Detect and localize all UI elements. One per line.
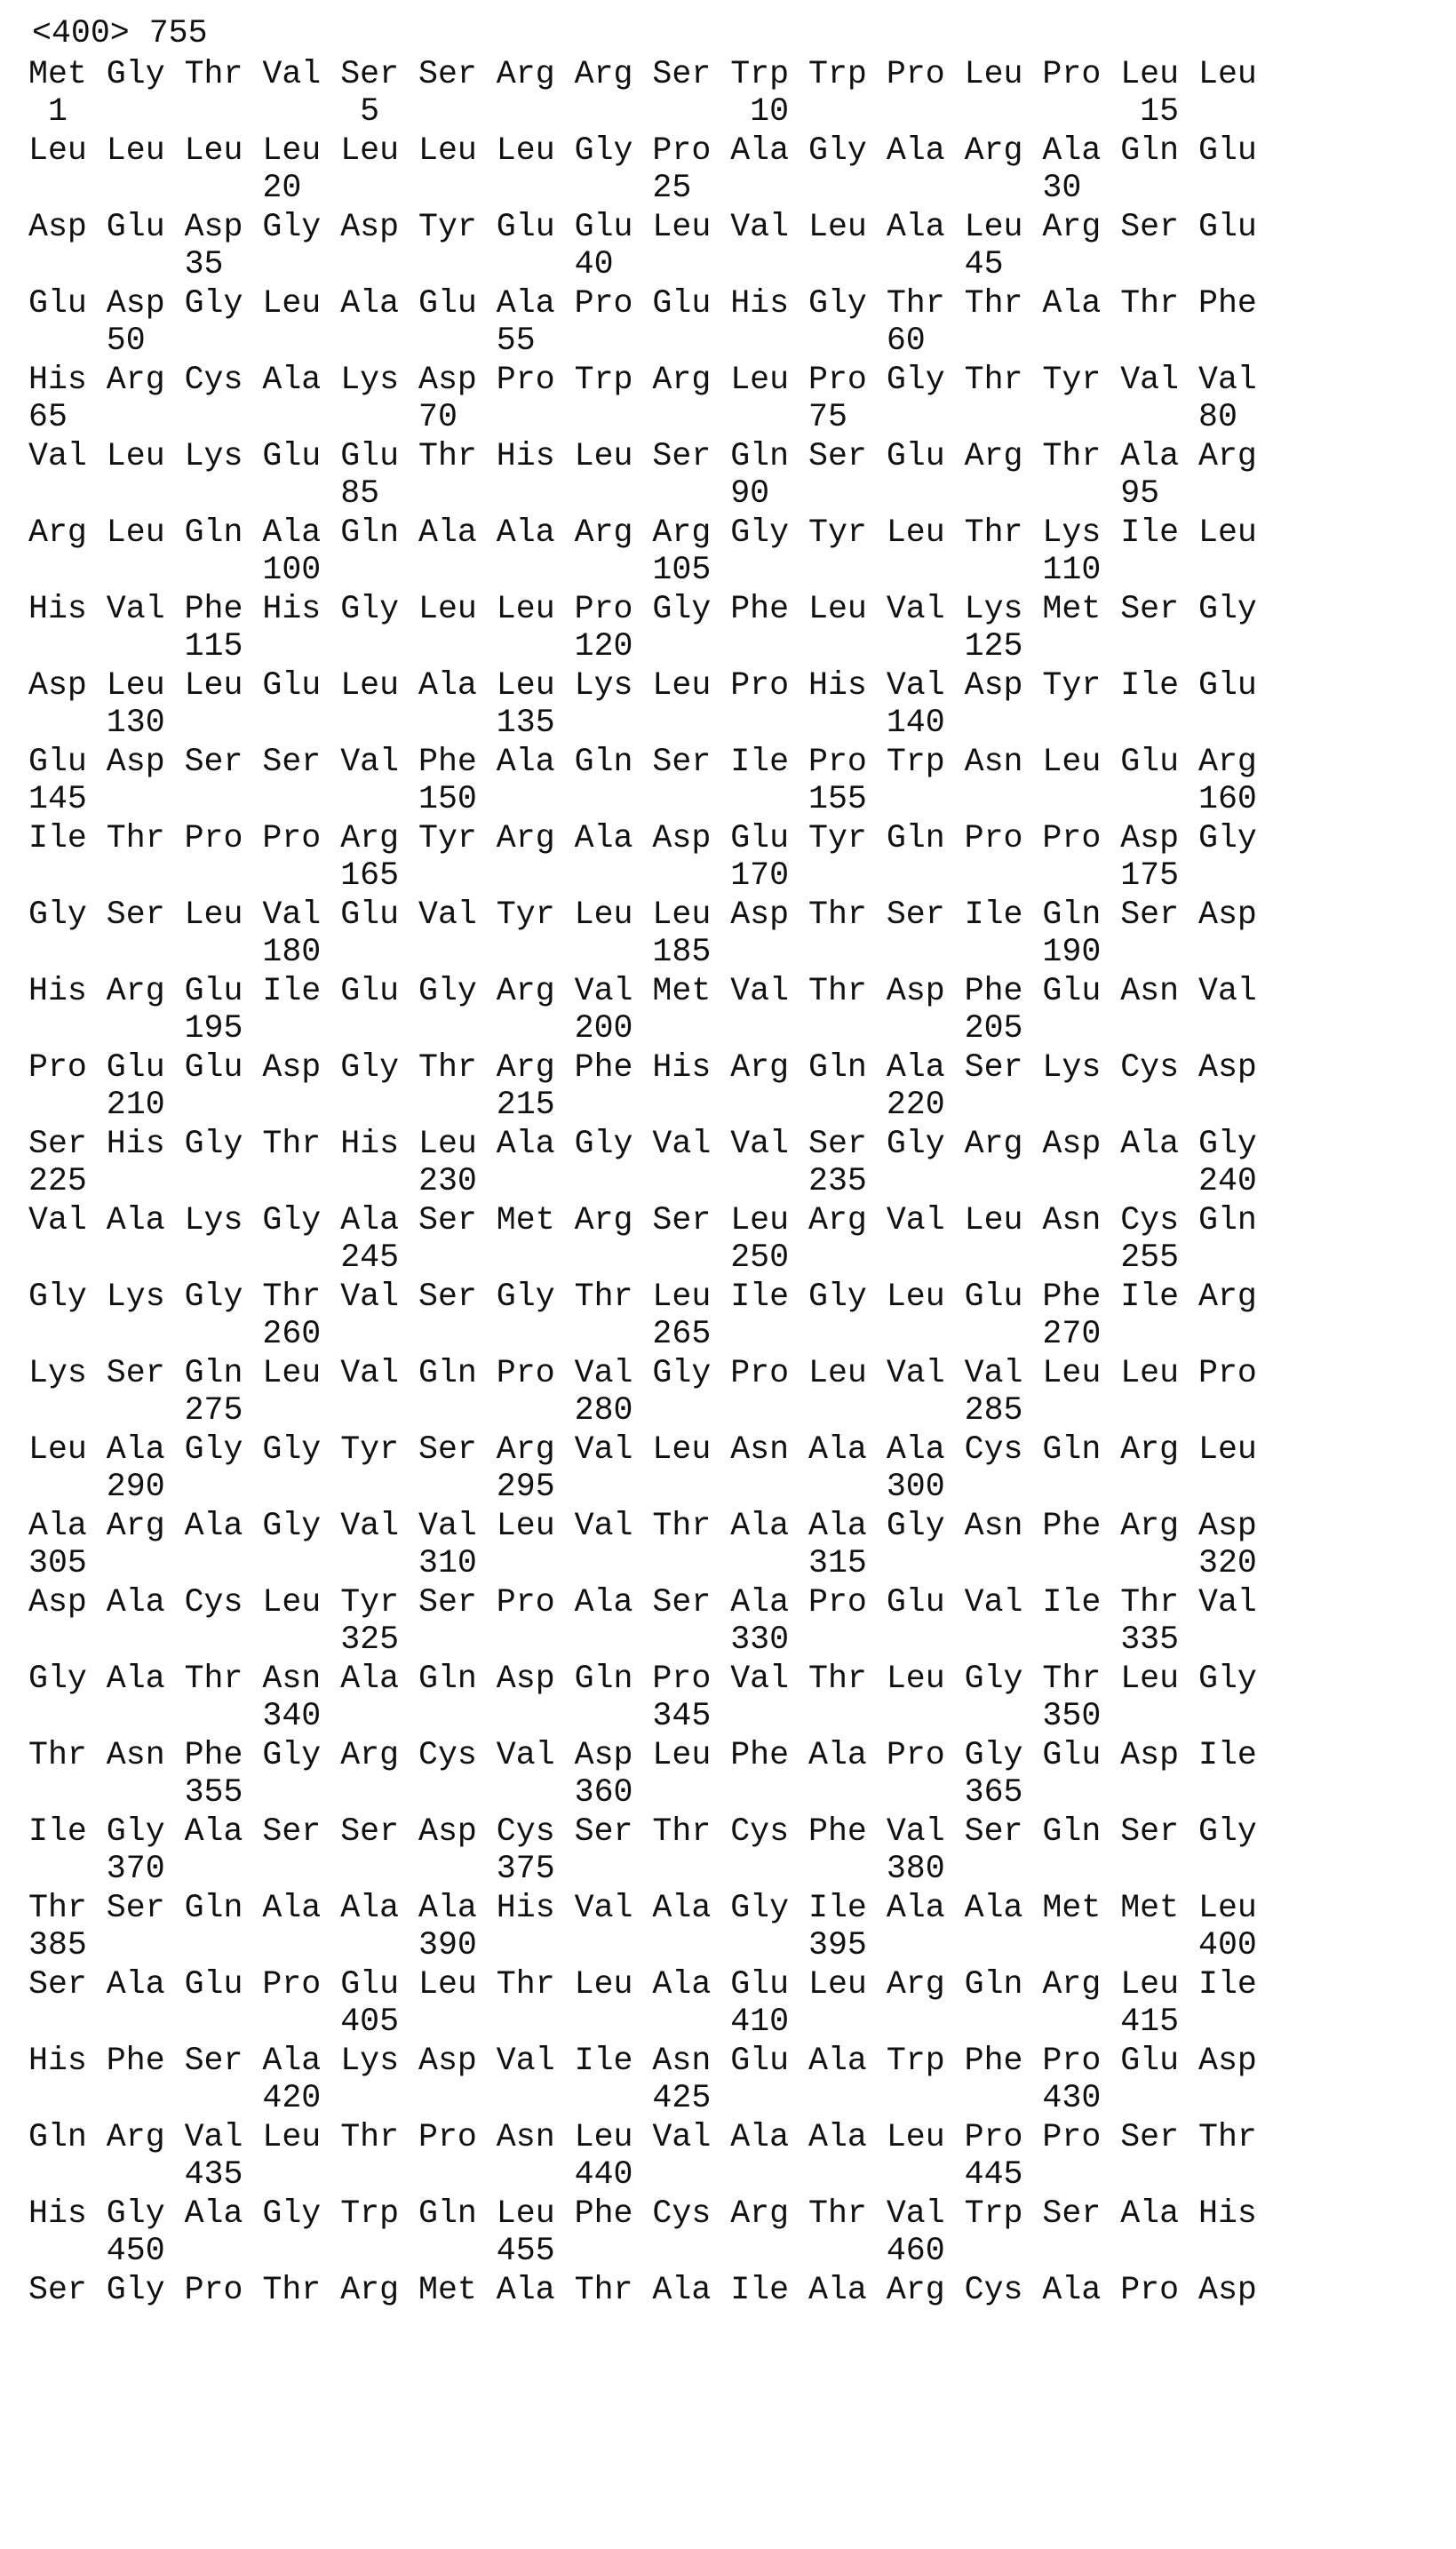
sequence-header: <400> 755: [32, 15, 208, 52]
residue-line: Asp Ala Cys Leu Tyr Ser Pro Ala Ser Ala Pro Glu Val Ile Thr Val: [28, 1584, 1257, 1621]
sequence-block: [28, 970, 1450, 1048]
position-numbers: 355 360 365: [28, 1774, 1023, 1811]
position-numbers: 435 440 445: [28, 2156, 1023, 2193]
sequence-block: [28, 130, 1450, 208]
residue-line: Val Ala Lys Gly Ala Ser Met Arg Ser Leu Arg Val Leu Asn Cys Gln: [28, 1202, 1257, 1239]
sequence-block: [28, 206, 1450, 284]
residue-line: Met Gly Thr Val Ser Ser Arg Arg Ser Trp Trp Pro Leu Pro Leu Leu: [28, 56, 1257, 92]
residue-line: Thr Asn Phe Gly Arg Cys Val Asp Leu Phe Ala Pro Gly Glu Asp Ile: [28, 1737, 1257, 1773]
position-numbers: 340 345 350: [28, 1698, 1102, 1734]
position-numbers: 115 120 125: [28, 628, 1023, 665]
sequence-block: [28, 1047, 1450, 1125]
position-numbers: 130 135 140: [28, 705, 945, 741]
residue-line: Ile Thr Pro Pro Arg Tyr Arg Ala Asp Glu Tyr Gln Pro Pro Asp Gly: [28, 820, 1257, 856]
sequence-block: [28, 1199, 1450, 1278]
residue-line: His Gly Ala Gly Trp Gln Leu Phe Cys Arg Thr Val Trp Ser Ala His: [28, 2195, 1257, 2232]
position-numbers: 210 215 220: [28, 1087, 945, 1123]
position-numbers: 65 70 75 80: [28, 399, 1237, 435]
position-numbers: 1 5 10 15: [28, 93, 1180, 130]
position-numbers: 145 150 155 160: [28, 781, 1257, 817]
residue-line: Lys Ser Gln Leu Val Gln Pro Val Gly Pro Leu Val Val Leu Leu Pro: [28, 1355, 1257, 1391]
position-numbers: 370 375 380: [28, 1851, 945, 1887]
residue-line: Gly Ser Leu Val Glu Val Tyr Leu Leu Asp Thr Ser Ile Gln Ser Asp: [28, 896, 1257, 933]
residue-line: Gly Lys Gly Thr Val Ser Gly Thr Leu Ile Gly Leu Glu Phe Ile Arg: [28, 1278, 1257, 1315]
sequence-block: [28, 1887, 1450, 1965]
position-numbers: 20 25 30: [28, 170, 1082, 206]
residue-line: Ser Gly Pro Thr Arg Met Ala Thr Ala Ile Ala Arg Cys Ala Pro Asp: [28, 2272, 1257, 2308]
residue-line: Glu Asp Ser Ser Val Phe Ala Gln Ser Ile Pro Trp Asn Leu Glu Arg: [28, 744, 1257, 780]
residue-line: Ile Gly Ala Ser Ser Asp Cys Ser Thr Cys Phe Val Ser Gln Ser Gly: [28, 1813, 1257, 1850]
sequence-block: [28, 1276, 1450, 1354]
position-numbers: 245 250 255: [28, 1239, 1180, 1276]
sequence-block: [28, 1658, 1450, 1736]
sequence-block: [28, 1429, 1450, 1507]
sequence-block: [28, 1505, 1450, 1583]
sequence-block: [28, 1581, 1450, 1660]
residue-line: Asp Leu Leu Glu Leu Ala Leu Lys Leu Pro His Val Asp Tyr Ile Glu: [28, 667, 1257, 704]
position-numbers: 420 425 430: [28, 2080, 1102, 2116]
sequence-block: [28, 1964, 1450, 2042]
position-numbers: 100 105 110: [28, 552, 1102, 588]
residue-line: Ser His Gly Thr His Leu Ala Gly Val Val Ser Gly Arg Asp Ala Gly: [28, 1126, 1257, 1162]
sequence-block: [28, 741, 1450, 819]
position-numbers: 50 55 60: [28, 323, 926, 359]
sequence-block: [28, 359, 1450, 437]
residue-line: Gln Arg Val Leu Thr Pro Asn Leu Val Ala Ala Leu Pro Pro Ser Thr: [28, 2119, 1257, 2155]
sequence-block: [28, 2269, 1450, 2312]
position-numbers: 325 330 335: [28, 1621, 1180, 1658]
residue-line: His Arg Cys Ala Lys Asp Pro Trp Arg Leu Pro Gly Thr Tyr Val Val: [28, 362, 1257, 398]
position-numbers: 260 265 270: [28, 1316, 1102, 1352]
sequence-block: [28, 1811, 1450, 1889]
residue-line: Val Leu Lys Glu Glu Thr His Leu Ser Gln Ser Glu Arg Thr Ala Arg: [28, 438, 1257, 474]
sequence-block: [28, 1352, 1450, 1430]
position-numbers: 225 230 235 240: [28, 1163, 1257, 1199]
sequence-block: [28, 435, 1450, 514]
sequence-block: [28, 1734, 1450, 1812]
sequence-block: [28, 665, 1450, 743]
residue-line: Asp Glu Asp Gly Asp Tyr Glu Glu Leu Val Leu Ala Leu Arg Ser Glu: [28, 209, 1257, 245]
residue-line: Arg Leu Gln Ala Gln Ala Ala Arg Arg Gly Tyr Leu Thr Lys Ile Leu: [28, 514, 1257, 551]
residue-line: Glu Asp Gly Leu Ala Glu Ala Pro Glu His Gly Thr Thr Ala Thr Phe: [28, 285, 1257, 322]
sequence-block: [28, 2116, 1450, 2195]
position-numbers: 450 455 460: [28, 2233, 945, 2269]
position-numbers: 405 410 415: [28, 2003, 1180, 2040]
sequence-block: [28, 2193, 1450, 2271]
position-numbers: 195 200 205: [28, 1010, 1023, 1047]
position-numbers: 275 280 285: [28, 1392, 1023, 1429]
sequence-block: [28, 53, 1450, 131]
sequence-block: [28, 283, 1450, 361]
residue-line: His Val Phe His Gly Leu Leu Pro Gly Phe Leu Val Lys Met Ser Gly: [28, 591, 1257, 627]
position-numbers: 180 185 190: [28, 934, 1102, 970]
sequence-block: [28, 894, 1450, 972]
residue-line: Thr Ser Gln Ala Ala Ala His Val Ala Gly Ile Ala Ala Met Met Leu: [28, 1890, 1257, 1926]
position-numbers: 165 170 175: [28, 857, 1180, 894]
sequence-block: [28, 2040, 1450, 2118]
residue-line: Leu Ala Gly Gly Tyr Ser Arg Val Leu Asn Ala Ala Cys Gln Arg Leu: [28, 1431, 1257, 1468]
residue-line: Ser Ala Glu Pro Glu Leu Thr Leu Ala Glu Leu Arg Gln Arg Leu Ile: [28, 1966, 1257, 2003]
position-numbers: 35 40 45: [28, 246, 1004, 283]
residue-line: Ala Arg Ala Gly Val Val Leu Val Thr Ala Ala Gly Asn Phe Arg Asp: [28, 1508, 1257, 1544]
residue-line: Leu Leu Leu Leu Leu Leu Leu Gly Pro Ala Gly Ala Arg Ala Gln Glu: [28, 132, 1257, 169]
residue-line: His Phe Ser Ala Lys Asp Val Ile Asn Glu Ala Trp Phe Pro Glu Asp: [28, 2043, 1257, 2079]
residue-line: Gly Ala Thr Asn Ala Gln Asp Gln Pro Val Thr Leu Gly Thr Leu Gly: [28, 1661, 1257, 1697]
residue-line: Pro Glu Glu Asp Gly Thr Arg Phe His Arg Gln Ala Ser Lys Cys Asp: [28, 1049, 1257, 1086]
position-numbers: 385 390 395 400: [28, 1927, 1257, 1964]
position-numbers: 290 295 300: [28, 1469, 945, 1505]
residue-line: His Arg Glu Ile Glu Gly Arg Val Met Val Thr Asp Phe Glu Asn Val: [28, 973, 1257, 1009]
sequence-block: [28, 588, 1450, 666]
position-numbers: 305 310 315 320: [28, 1545, 1257, 1581]
sequence-block: [28, 1123, 1450, 1201]
sequence-listing: [28, 12, 1450, 2312]
position-numbers: 85 90 95: [28, 475, 1160, 512]
sequence-blocks: [28, 53, 1450, 2312]
sequence-block: [28, 817, 1450, 896]
sequence-block: [28, 512, 1450, 590]
